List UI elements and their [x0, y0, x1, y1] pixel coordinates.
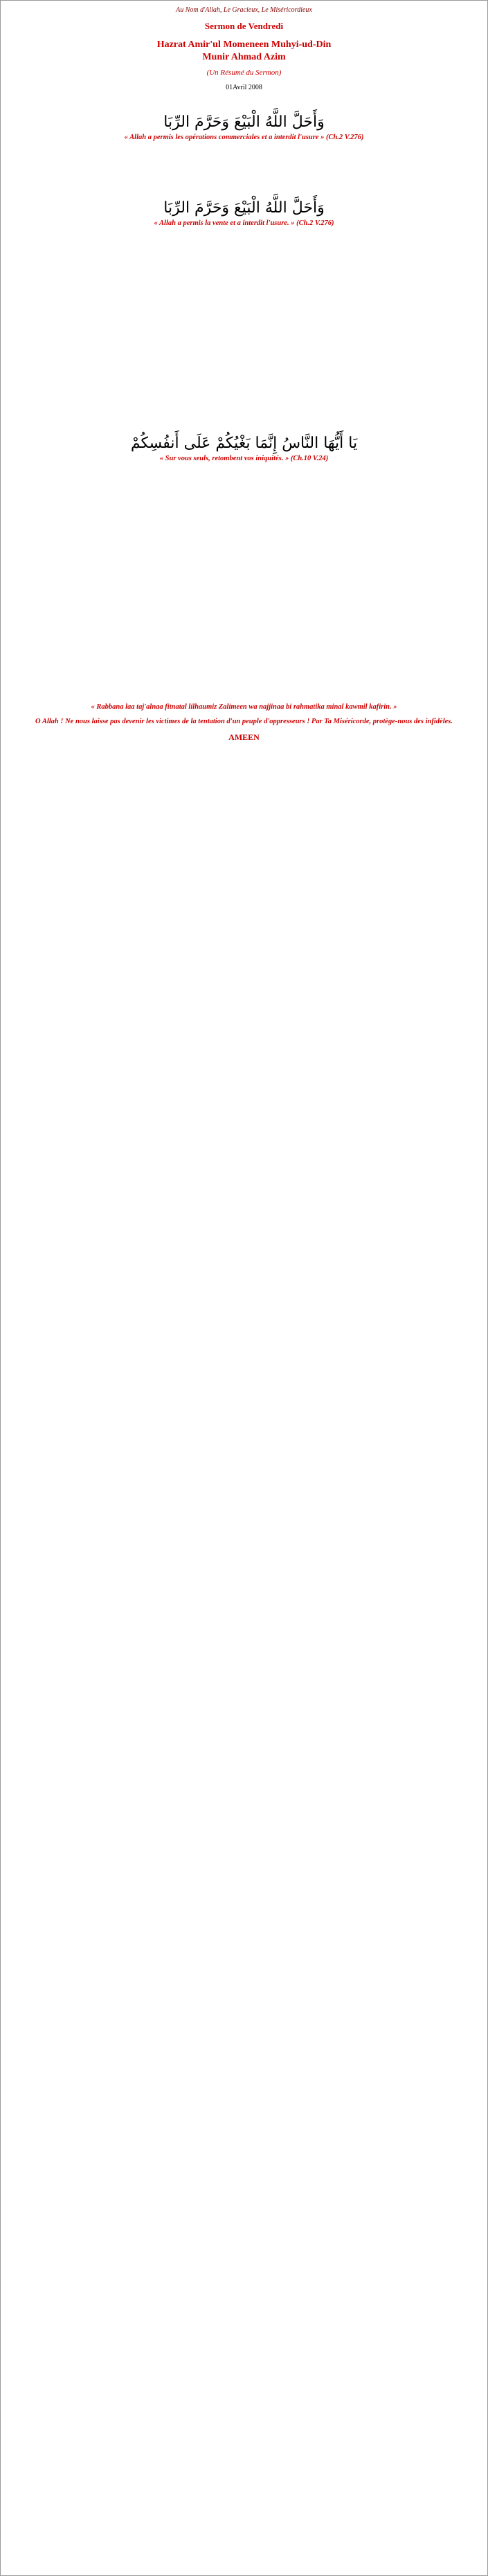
- paragraph: [10, 653, 478, 663]
- paragraph: [10, 520, 478, 530]
- hadith-quote: [10, 401, 478, 411]
- closing-dua: « Rabbana laa taj'alnaa fitnatal lilhaumiz Zalimeen wa najjinaa bi rahmatika minal kawmil kafirin. »: [91, 703, 397, 711]
- paragraph: [10, 604, 478, 613]
- paragraph: [10, 418, 478, 428]
- final-prayer: O Allah ! Ne nous laisse pas devenir les victimes de la tentation d'un peuple d'oppresseurs ! Par Ta Miséricorde, protège-nous des infidèles.: [35, 718, 453, 725]
- paragraph: [10, 269, 478, 278]
- verse-arabic-3: يَا أَيُّهَا النَّاسُ إِنَّمَا بَغْيُكُمْ عَلَى أَنفُسِكُمْ: [130, 435, 358, 452]
- paragraph: [10, 537, 478, 547]
- ameen: AMEEN: [228, 732, 260, 742]
- paragraph: [10, 554, 478, 563]
- paragraph: [10, 183, 478, 192]
- paragraph: [10, 587, 478, 597]
- verse-translation-2: « Allah a permis la vente et a interdit l'usure. » (Ch.2 V.276): [154, 219, 334, 227]
- paragraph: [10, 166, 478, 176]
- paragraph: [10, 285, 478, 295]
- verse-translation-3: « Sur vous seuls, retombent vos iniquités. » (Ch.10 V.24): [159, 455, 329, 462]
- paragraph: [10, 687, 478, 696]
- paragraph: [10, 670, 478, 680]
- page-title: [10, 39, 478, 63]
- paragraph: [10, 335, 478, 345]
- paragraph: [10, 149, 478, 159]
- title-line-2: Munir Ahmad Azim: [202, 51, 286, 62]
- paragraph: [10, 620, 478, 630]
- hadith-quote: [10, 352, 478, 361]
- hadith-quote: [10, 302, 478, 311]
- paragraph: [10, 487, 478, 497]
- paragraph: [10, 471, 478, 480]
- intro-paragraph: [10, 97, 478, 107]
- paragraph: [10, 252, 478, 262]
- verse-translation-1: « Allah a permis les opérations commerciales et a interdit l'usure » (Ch.2 V.276): [124, 134, 364, 141]
- paragraph: [10, 504, 478, 514]
- sermon-label: Sermon de Vendredi: [204, 21, 284, 31]
- bismillah-line: Au Nom d'Allah, Le Gracieux, Le Miséricordieux: [176, 6, 312, 14]
- sermon-date: 01Avril 2008: [226, 84, 262, 91]
- hadith-quote: [10, 368, 478, 378]
- subtitle: (Un Résumé du Sermon): [206, 69, 282, 77]
- hadith-quote: [10, 385, 478, 394]
- paragraph: [10, 318, 478, 328]
- paragraph: [10, 235, 478, 245]
- paragraph: [10, 637, 478, 646]
- paragraph: [10, 570, 478, 580]
- verse-arabic-2: وَأَحَلَّ اللَّهُ الْبَيْعَ وَحَرَّمَ الرِّبَا: [163, 199, 325, 217]
- verse-arabic-1: وَأَحَلَّ اللَّهُ الْبَيْعَ وَحَرَّمَ الرِّبَا: [163, 114, 325, 131]
- title-line-1: Hazrat Amir'ul Momeneen Muhyi-ud-Din: [156, 39, 332, 50]
